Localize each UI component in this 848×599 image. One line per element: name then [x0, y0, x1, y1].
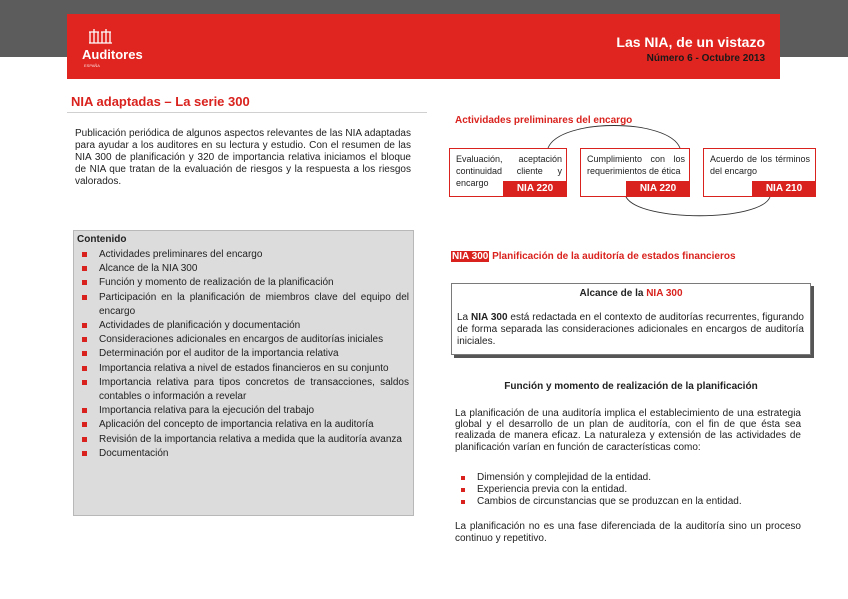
arc-connector [626, 197, 770, 216]
function-heading: Función y momento de realización de la planificación [504, 381, 758, 392]
logo-text: Auditores [82, 47, 143, 62]
scope-title [452, 288, 810, 299]
contents-item: Consideraciones adicionales en encargos de auditorías iniciales [74, 333, 409, 347]
activity-box-tag: NIA 220 [626, 181, 690, 197]
contents-panel [73, 230, 414, 516]
contents-item: Importancia relativa para la ejecución del trabajo [74, 404, 409, 418]
function-list-item: Experiencia previa con la entidad. [455, 484, 801, 496]
function-list [455, 472, 801, 508]
contents-item: Actividades preliminares del encargo [74, 248, 409, 262]
contents-item: Revisión de la importancia relativa a medida que la auditoría avanza [74, 433, 409, 447]
intro-paragraph: Publicación periódica de algunos aspectos relevantes de las NIA adaptadas para ayudar a los auditores en su lectura y estudio. Con el resumen de las NIA 300 de planificación y 320 de importancia relativa iniciamos el bloque de NIA que tratan de la evaluación de riesgos y la respuesta a los riesgos valorados. [75, 128, 411, 188]
scope-text-before: La [457, 312, 472, 323]
contents-item: Alcance de la NIA 300 [74, 262, 409, 276]
contents-item: Determinación por el auditor de la importancia relativa [74, 347, 409, 361]
contents-item: Participación en la planificación de miembros clave del equipo del encargo [74, 291, 409, 319]
contents-item: Importancia relativa para tipos concretos de transacciones, saldos contables o información a revelar [74, 376, 409, 404]
activity-box-text: Cumplimiento con los requerimientos de ética [587, 154, 685, 176]
activity-box-text: Evaluación, aceptación continuidad cliente y encargo [456, 154, 562, 188]
publication-title: Las NIA, de un vistazo [616, 34, 765, 50]
function-list-item: Dimensión y complejidad de la entidad. [455, 472, 801, 484]
activity-box [449, 148, 567, 197]
contents-list [74, 248, 409, 461]
section-title-text: Planificación de la auditoría de estados financieros [489, 251, 736, 262]
contents-item: Actividades de planificación y documentación [74, 319, 409, 333]
activity-box [703, 148, 816, 197]
activity-box-tag: NIA 210 [752, 181, 816, 197]
contents-item: Aplicación del concepto de importancia relativa en la auditoría [74, 418, 409, 432]
activity-box-tag: NIA 220 [503, 181, 567, 197]
contents-item: Documentación [74, 447, 409, 461]
scope-title-prefix: Alcance de la [579, 288, 647, 299]
contents-item: Función y momento de realización de la planificación [74, 276, 409, 290]
function-closing-paragraph: La planificación no es una fase diferenciada de la auditoría sino un proceso continuo y repetitivo. [455, 521, 801, 545]
scope-text [457, 312, 804, 348]
activity-box [580, 148, 690, 197]
scope-text-after: está redactada en el contexto de auditorías recurrentes, figurando de forma separada las consideraciones adicionales en encargos de auditoría iniciales. [457, 312, 804, 347]
scope-title-code: NIA 300 [646, 288, 683, 299]
scope-box [451, 283, 811, 355]
function-paragraph: La planificación de una auditoría implica el establecimiento de una estrategia global y el desarrollo de un plan de auditoría, con el fin de que ésta sea realizada de manera eficaz. La naturaleza y extensión de las actividades de planificación varían en función de características como: [455, 408, 801, 453]
activities-title: Actividades preliminares del encargo [455, 115, 633, 126]
issue-number: Número 6 - Octubre 2013 [646, 53, 765, 64]
activity-box-text: Acuerdo de los términos del encargo [710, 154, 810, 176]
contents-item: Importancia relativa a nivel de estados financieros en su conjunto [74, 362, 409, 376]
scope-text-code: NIA 300 [471, 312, 508, 323]
function-list-item: Cambios de circunstancias que se produzcan en la entidad. [455, 496, 801, 508]
contents-title: Contenido [77, 234, 127, 245]
section-code-badge: NIA 300 [452, 251, 489, 262]
logo-subtext: ESPAÑA [84, 63, 100, 68]
page-title: NIA adaptadas – La serie 300 [71, 94, 250, 109]
section-heading [451, 251, 736, 262]
arc-connector [548, 126, 680, 149]
